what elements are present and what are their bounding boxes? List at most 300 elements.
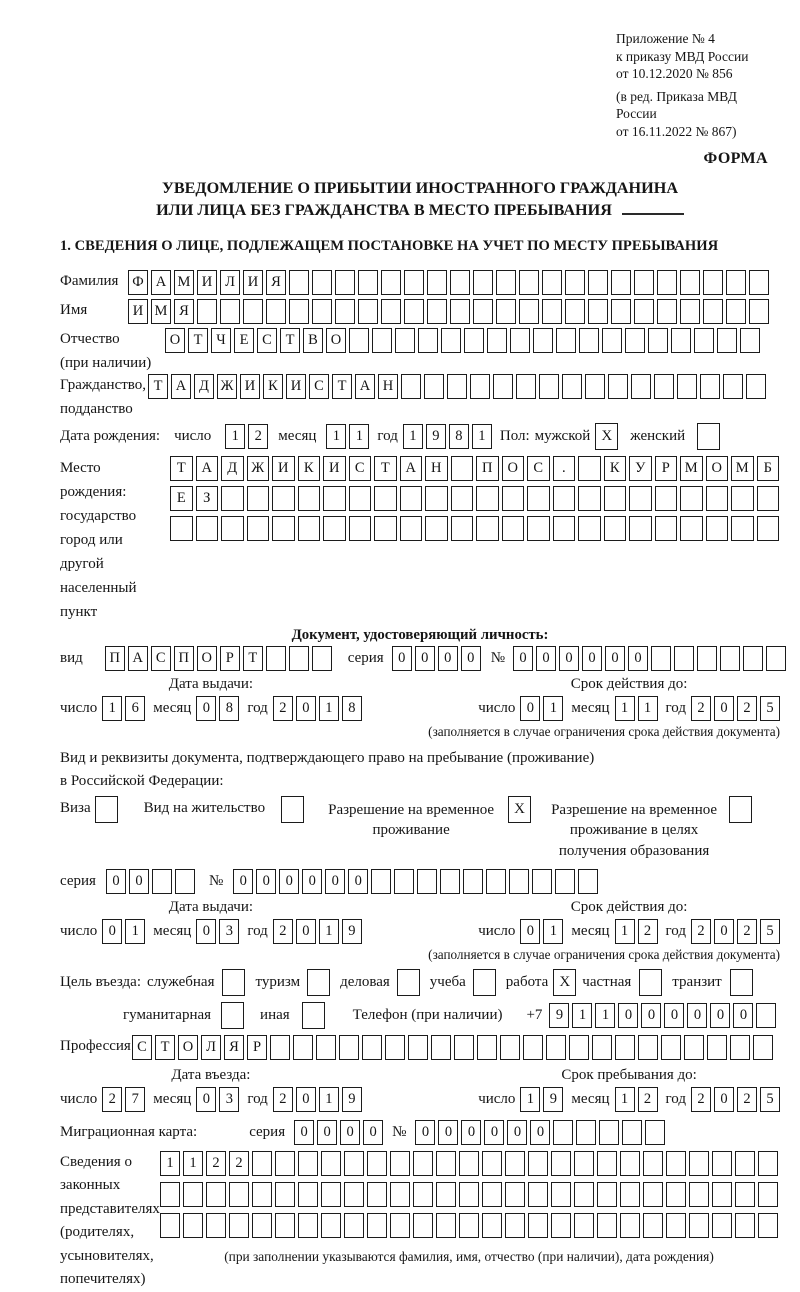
char-box: [321, 1151, 341, 1176]
year-label: год: [247, 1090, 268, 1107]
identity-document-heading: Документ, удостоверяющий личность:: [291, 627, 549, 643]
char-box: [519, 299, 539, 324]
appendix-line: к приказу МВД России: [616, 48, 749, 64]
char-box: [655, 486, 678, 511]
representatives-label-line4: (родителях,: [60, 1224, 135, 1241]
char-box: [160, 1213, 180, 1238]
stay-until-month-boxes: [615, 1087, 658, 1112]
birth-month-boxes: [326, 424, 369, 449]
stay-doc-series-boxes: [106, 869, 195, 894]
char-box: Р: [220, 646, 240, 671]
char-box: [197, 299, 217, 324]
number-sign: №: [208, 872, 224, 889]
phone-boxes: [549, 1003, 776, 1028]
char-box: [553, 1120, 573, 1145]
char-box: 2: [248, 424, 268, 449]
representatives-label: [60, 1151, 160, 1292]
char-box: 0: [461, 1120, 481, 1145]
char-box: [629, 486, 652, 511]
month-label: месяц: [153, 1090, 192, 1107]
char-box: [556, 328, 576, 353]
char-box: 9: [342, 1087, 362, 1112]
char-box: С: [132, 1035, 152, 1060]
char-box: [160, 1182, 180, 1207]
char-box: 1: [125, 919, 145, 944]
char-box: [450, 270, 470, 295]
char-box: 1: [572, 1003, 592, 1028]
purpose-secondary-row: [60, 1002, 780, 1029]
stay-doc-number-boxes: [233, 869, 598, 894]
char-box: [473, 299, 493, 324]
appendix-line: от 10.12.2020 № 856: [616, 66, 733, 82]
char-box: С: [151, 646, 171, 671]
char-box: [597, 1213, 617, 1238]
char-box: И: [240, 374, 260, 399]
char-box: [574, 1213, 594, 1238]
char-box: [578, 456, 601, 481]
char-box: [645, 1120, 665, 1145]
char-box: Т: [188, 328, 208, 353]
char-box: [206, 1213, 226, 1238]
birth-date-label: Дата рождения:: [60, 428, 161, 444]
char-box: 0: [536, 646, 556, 671]
residence-permit-label: Вид на жительство: [143, 799, 266, 816]
char-box: [266, 299, 286, 324]
char-box: [459, 1182, 479, 1207]
temp-residence-label-line2: проживание: [372, 822, 450, 839]
issue-date-row: [60, 696, 362, 721]
day-label: число: [478, 700, 516, 716]
char-box: [510, 328, 530, 353]
purpose-official-label: служебная: [146, 973, 215, 990]
number-sign: №: [392, 1123, 407, 1140]
char-box: У: [629, 456, 652, 481]
char-box: [381, 299, 401, 324]
citizenship-row: [60, 374, 780, 418]
char-box: [680, 516, 703, 541]
char-box: [602, 328, 622, 353]
birthplace-label-line2: государство: [60, 508, 137, 524]
stay-issue-month-boxes: [196, 919, 239, 944]
char-box: [275, 1151, 295, 1176]
char-box: [431, 1035, 451, 1060]
patronymic-row: [60, 328, 780, 372]
char-box: Н: [425, 456, 448, 481]
temp-residence-education-line3: получения образования: [558, 842, 710, 859]
char-box: Я: [266, 270, 286, 295]
char-box: [487, 328, 507, 353]
char-box: 0: [296, 696, 316, 721]
char-box: [620, 1213, 640, 1238]
month-label: месяц: [278, 428, 317, 444]
valid-until-heading: Срок действия до:: [570, 676, 688, 692]
char-box: 0: [129, 869, 149, 894]
char-box: 2: [273, 919, 293, 944]
char-box: [655, 516, 678, 541]
char-box: 0: [196, 1087, 216, 1112]
char-box: 1: [326, 424, 346, 449]
char-box: С: [309, 374, 329, 399]
char-box: [385, 1035, 405, 1060]
char-box: [425, 486, 448, 511]
char-box: [221, 486, 244, 511]
char-box: А: [400, 456, 423, 481]
char-box: С: [257, 328, 277, 353]
citizenship-boxes: [148, 374, 766, 399]
char-box: [418, 328, 438, 353]
char-box: [615, 1035, 635, 1060]
char-box: Т: [332, 374, 352, 399]
char-box: 8: [449, 424, 469, 449]
char-box: Ж: [247, 456, 270, 481]
char-box: [519, 270, 539, 295]
stay-until-year-boxes: [691, 1087, 780, 1112]
char-box: 2: [638, 1087, 658, 1112]
sex-female-label: женский: [630, 428, 686, 444]
char-box: [417, 869, 437, 894]
char-box: О: [502, 456, 525, 481]
doc-series-boxes: [392, 646, 481, 671]
entry-date-row: [60, 1087, 362, 1112]
char-box: [486, 869, 506, 894]
migration-card-label: Миграционная карта:: [60, 1123, 198, 1140]
char-box: 2: [229, 1151, 249, 1176]
char-box: [634, 270, 654, 295]
char-box: [562, 374, 582, 399]
char-box: [394, 869, 414, 894]
doc-number-boxes: [513, 646, 786, 671]
char-box: [509, 869, 529, 894]
purpose-work-checkbox: X: [553, 969, 576, 996]
char-box: [689, 1213, 709, 1238]
char-box: [321, 1182, 341, 1207]
purpose-business-label: деловая: [340, 973, 390, 990]
char-box: В: [303, 328, 323, 353]
char-box: [400, 516, 423, 541]
char-box: [731, 486, 754, 511]
char-box: П: [476, 456, 499, 481]
citizenship-label-line1: Гражданство,: [60, 377, 147, 393]
purpose-other-checkbox: [302, 1002, 325, 1029]
char-box: 0: [513, 646, 533, 671]
char-box: 0: [102, 919, 122, 944]
char-box: [533, 328, 553, 353]
char-box: [703, 299, 723, 324]
appendix-line: Приложение № 4: [616, 31, 715, 46]
char-box: [183, 1182, 203, 1207]
char-box: [766, 646, 786, 671]
stay-issue-group: [60, 899, 362, 944]
representatives-row2-boxes: [160, 1182, 778, 1207]
char-box: 1: [319, 1087, 339, 1112]
doc-type-boxes: [105, 646, 332, 671]
char-box: [275, 1213, 295, 1238]
char-box: [152, 869, 172, 894]
char-box: [643, 1213, 663, 1238]
char-box: [740, 328, 760, 353]
char-box: [496, 299, 516, 324]
char-box: [749, 299, 769, 324]
char-box: 0: [296, 1087, 316, 1112]
restriction-note: (заполняется в случае ограничения срока действия документа): [428, 946, 780, 962]
char-box: [528, 1213, 548, 1238]
char-box: [735, 1213, 755, 1238]
char-box: [553, 516, 576, 541]
stay-expiry-group: [478, 899, 780, 944]
char-box: 8: [219, 696, 239, 721]
char-box: [576, 1120, 596, 1145]
char-box: [680, 486, 703, 511]
birthplace-row2-boxes: [170, 486, 779, 511]
char-box: [425, 516, 448, 541]
id-issue-day-boxes: [102, 696, 145, 721]
char-box: [528, 1182, 548, 1207]
char-box: Л: [201, 1035, 221, 1060]
char-box: [532, 869, 552, 894]
representatives-row3-boxes: [160, 1213, 778, 1238]
char-box: [427, 270, 447, 295]
form-title-line2-text: ИЛИ ЛИЦА БЕЗ ГРАЖДАНСТВА В МЕСТО ПРЕБЫВАНИЯ: [156, 201, 612, 220]
stay-doc-dates: [60, 899, 780, 944]
char-box: [527, 516, 550, 541]
char-box: [459, 1151, 479, 1176]
char-box: [723, 374, 743, 399]
char-box: 0: [196, 919, 216, 944]
char-box: И: [323, 456, 346, 481]
appendix-line: от 16.11.2022 № 867): [616, 123, 737, 139]
char-box: [527, 486, 550, 511]
char-box: [706, 486, 729, 511]
char-box: 1: [183, 1151, 203, 1176]
char-box: [555, 869, 575, 894]
char-box: [247, 486, 270, 511]
stay-issue-year-boxes: [273, 919, 362, 944]
char-box: 2: [206, 1151, 226, 1176]
representatives-label-line6: попечителях): [60, 1271, 146, 1288]
purpose-humanitarian-label: гуманитарная: [123, 1006, 212, 1023]
char-box: [413, 1182, 433, 1207]
char-box: 1: [520, 1087, 540, 1112]
char-box: [229, 1182, 249, 1207]
char-box: [298, 486, 321, 511]
char-box: [677, 374, 697, 399]
citizenship-label-line2: подданство: [60, 401, 133, 417]
id-expiry-year-boxes: [691, 696, 780, 721]
sex-male-label: мужской: [534, 428, 591, 444]
entry-purpose-row: [60, 969, 780, 996]
char-box: К: [298, 456, 321, 481]
series-label: серия: [249, 1123, 286, 1140]
char-box: [643, 1182, 663, 1207]
id-expiry-month-boxes: [615, 696, 658, 721]
char-box: 0: [520, 696, 540, 721]
char-box: [454, 1035, 474, 1060]
char-box: 0: [294, 1120, 314, 1145]
char-box: [758, 1213, 778, 1238]
char-box: 3: [219, 1087, 239, 1112]
char-box: 2: [691, 1087, 711, 1112]
char-box: Н: [378, 374, 398, 399]
entry-year-boxes: [273, 1087, 362, 1112]
purpose-label: Цель въезда:: [60, 973, 141, 990]
char-box: К: [604, 456, 627, 481]
stay-document-series-row: [60, 869, 780, 894]
char-box: [749, 270, 769, 295]
char-box: [289, 299, 309, 324]
char-box: [565, 299, 585, 324]
char-box: 0: [302, 869, 322, 894]
migration-card-series-boxes: [294, 1120, 383, 1145]
char-box: Т: [243, 646, 263, 671]
char-box: 1: [160, 1151, 180, 1176]
char-box: [293, 1035, 313, 1060]
char-box: 0: [325, 869, 345, 894]
form-title-line1: УВЕДОМЛЕНИЕ О ПРИБЫТИИ ИНОСТРАННОГО ГРАЖДАНИНА: [161, 179, 679, 198]
char-box: [516, 374, 536, 399]
char-box: [680, 299, 700, 324]
representatives-block: [60, 1151, 780, 1292]
birth-day-boxes: [225, 424, 268, 449]
char-box: [680, 270, 700, 295]
char-box: [266, 646, 286, 671]
char-box: [367, 1213, 387, 1238]
char-box: [502, 486, 525, 511]
char-box: И: [286, 374, 306, 399]
char-box: [735, 1182, 755, 1207]
char-box: 0: [641, 1003, 661, 1028]
char-box: М: [731, 456, 754, 481]
char-box: 1: [543, 696, 563, 721]
char-box: [289, 646, 309, 671]
char-box: [542, 299, 562, 324]
char-box: [757, 486, 780, 511]
char-box: [436, 1213, 456, 1238]
temp-residence-education-label: [551, 796, 717, 862]
stay-until-row: [478, 1087, 780, 1112]
char-box: [427, 299, 447, 324]
given-name-label: Имя: [60, 302, 88, 318]
series-label: серия: [60, 872, 96, 889]
temp-residence-education-line2: проживание в целях: [569, 822, 699, 839]
representatives-note: (при заполнении указываются фамилия, имя, отчество (при наличии), дата рождения): [224, 1248, 714, 1264]
char-box: [220, 299, 240, 324]
char-box: Л: [220, 270, 240, 295]
char-box: [651, 646, 671, 671]
char-box: 2: [691, 919, 711, 944]
char-box: [496, 270, 516, 295]
char-box: [539, 374, 559, 399]
issue-date-heading: Дата выдачи:: [168, 898, 254, 915]
char-box: [272, 516, 295, 541]
char-box: Р: [655, 456, 678, 481]
char-box: [372, 328, 392, 353]
char-box: [684, 1035, 704, 1060]
char-box: [579, 328, 599, 353]
char-box: [476, 486, 499, 511]
residence-permit-checkbox: [281, 796, 304, 823]
char-box: [546, 1035, 566, 1060]
char-box: [367, 1182, 387, 1207]
char-box: Ч: [211, 328, 231, 353]
birth-year-boxes: [403, 424, 492, 449]
birthplace-row1-boxes: [170, 456, 779, 481]
char-box: 1: [595, 1003, 615, 1028]
stay-expiry-month-boxes: [615, 919, 658, 944]
birthplace-row3-boxes: [170, 516, 779, 541]
char-box: [608, 374, 628, 399]
temp-residence-label: [328, 796, 494, 841]
char-box: [362, 1035, 382, 1060]
char-box: 1: [319, 696, 339, 721]
sex-female-checkbox: [697, 423, 720, 450]
char-box: [482, 1182, 502, 1207]
appendix-reference: [616, 30, 780, 140]
char-box: [638, 1035, 658, 1060]
char-box: 0: [461, 646, 481, 671]
char-box: [390, 1151, 410, 1176]
purpose-other-label: иная: [260, 1006, 290, 1023]
char-box: [735, 1151, 755, 1176]
char-box: 2: [691, 696, 711, 721]
char-box: Ф: [128, 270, 148, 295]
char-box: 0: [438, 646, 458, 671]
char-box: [611, 299, 631, 324]
char-box: 0: [392, 646, 412, 671]
char-box: [335, 270, 355, 295]
entry-month-boxes: [196, 1087, 239, 1112]
char-box: [523, 1035, 543, 1060]
char-box: 6: [125, 696, 145, 721]
char-box: [344, 1151, 364, 1176]
char-box: 0: [530, 1120, 550, 1145]
char-box: [726, 299, 746, 324]
migration-card-number-boxes: [415, 1120, 665, 1145]
char-box: [358, 270, 378, 295]
char-box: [689, 1182, 709, 1207]
char-box: [243, 299, 263, 324]
profession-row: [60, 1035, 780, 1060]
char-box: 0: [605, 646, 625, 671]
char-box: 0: [710, 1003, 730, 1028]
char-box: [206, 1182, 226, 1207]
char-box: 9: [426, 424, 446, 449]
char-box: [720, 646, 740, 671]
char-box: [401, 374, 421, 399]
char-box: Т: [374, 456, 397, 481]
char-box: 2: [737, 919, 757, 944]
char-box: [648, 328, 668, 353]
surname-boxes: [128, 270, 769, 295]
char-box: [312, 646, 332, 671]
char-box: [551, 1151, 571, 1176]
char-box: [620, 1151, 640, 1176]
char-box: [395, 328, 415, 353]
char-box: [743, 646, 763, 671]
char-box: 0: [520, 919, 540, 944]
char-box: [247, 516, 270, 541]
char-box: [643, 1151, 663, 1176]
char-box: О: [165, 328, 185, 353]
id-expiry-day-boxes: [520, 696, 563, 721]
stay-issue-day-boxes: [102, 919, 145, 944]
char-box: [703, 270, 723, 295]
char-box: [500, 1035, 520, 1060]
char-box: И: [128, 299, 148, 324]
char-box: 3: [219, 919, 239, 944]
day-label: число: [478, 922, 516, 939]
char-box: [404, 270, 424, 295]
char-box: 0: [618, 1003, 638, 1028]
